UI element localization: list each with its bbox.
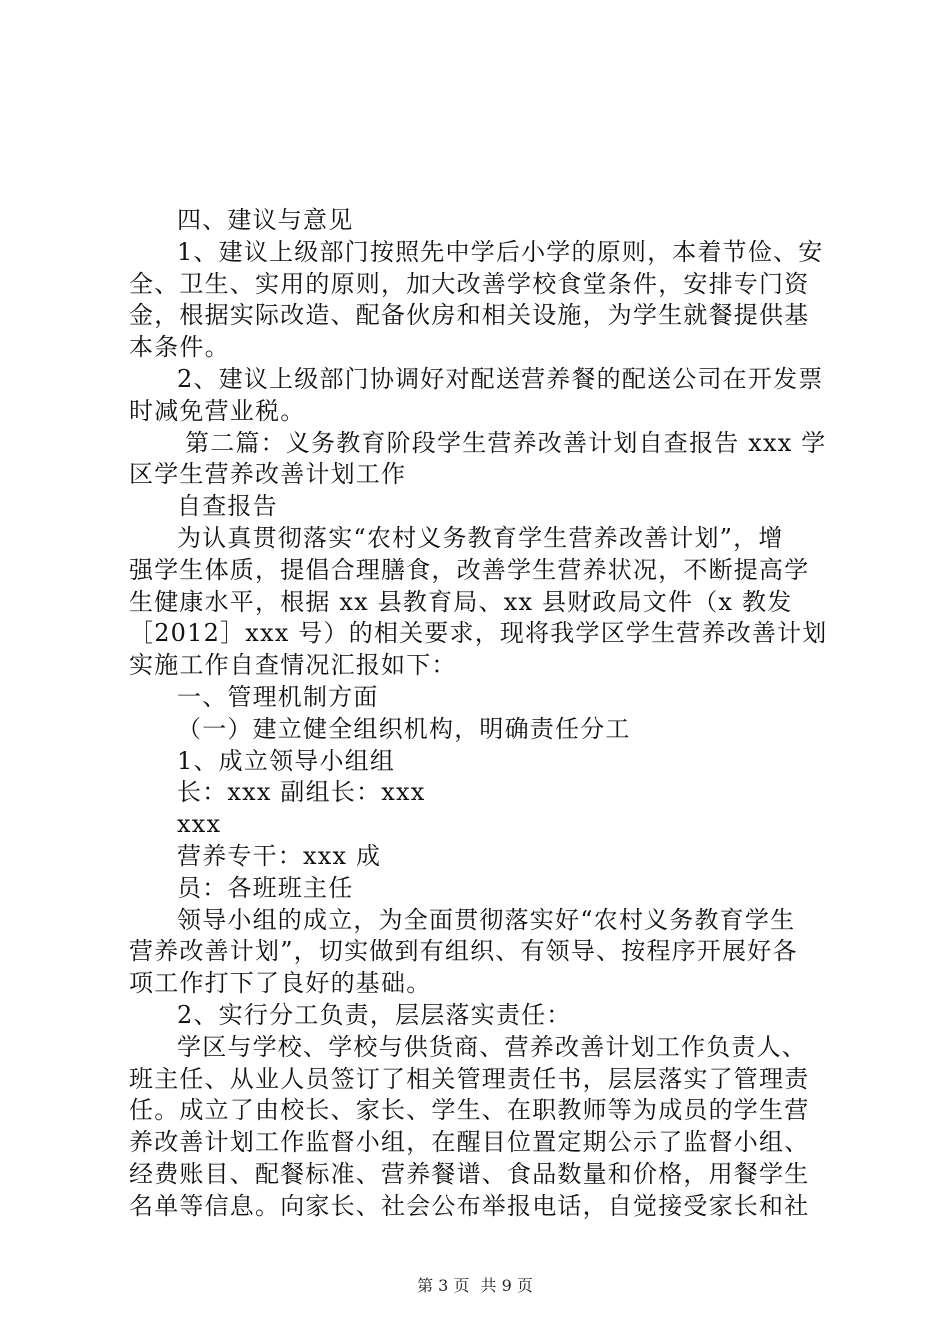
paragraph-line: ［2012］xxx 号）的相关要求，现将我学区学生营养改善计划 [129,619,828,648]
chapter-title: 区学生营养改善计划工作 [129,460,407,489]
report-title: 自查报告 [177,492,278,521]
paragraph-line: 项工作打下了良好的基础。 [129,969,432,998]
paragraph-line: 营养改善计划”，切实做到有组织、有领导、按程序开展好各 [129,937,798,966]
paragraph-line: 名单等信息。向家长、社会公布举报电话，自觉接受家长和社 [129,1191,810,1220]
paragraph-line: 为认真贯彻落实“农村义务教育学生营养改善计划”，增 [177,523,784,552]
paragraph-line: xxx [177,810,222,839]
paragraph-line: 时减免营业税。 [129,396,306,425]
paragraph-line: 经费账目、配餐标准、营养餐谱、食品数量和价格，用餐学生 [129,1159,810,1188]
paragraph-line: 1、成立领导小组组 [177,746,396,775]
paragraph-line: 实施工作自查情况汇报如下： [129,651,457,680]
paragraph-line: 学区与学校、学校与供货商、营养改善计划工作负责人、 [177,1032,807,1061]
section-heading: 四、建议与意见 [177,206,354,234]
paragraph-line: 2、建议上级部门协调好对配送营养餐的配送公司在开发票 [177,364,824,393]
paragraph-line: 生健康水平，根据 xx 县教育局、xx 县财政局文件（x 教发 [129,587,793,616]
paragraph-line: 本条件。 [129,333,230,362]
paragraph-line: 强学生体质，提倡合理膳食，改善学生营养状况，不断提高学 [129,555,810,584]
paragraph-line: 领导小组的成立，为全面贯彻落实好“农村义务教育学生 [177,905,796,934]
subsection-heading: （一）建立健全组织机构，明确责任分工 [177,714,631,743]
paragraph-line: 1、建议上级部门按照先中学后小学的原则，本着节俭、安 [177,237,824,266]
paragraph-line: 全、卫生、实用的原则，加大改善学校食堂条件，安排专门资 [129,269,810,298]
paragraph-line: 长：xxx 副组长：xxx [177,778,426,807]
page-footer [0,1276,950,1296]
paragraph-line: 员：各班班主任 [177,873,354,902]
section-heading: 一、管理机制方面 [177,682,379,711]
paragraph-line: 任。成立了由校长、家长、学生、在职教师等为成员的学生营 [129,1096,810,1125]
paragraph-line: 金，根据实际改造、配备伙房和相关设施，为学生就餐提供基 [129,301,810,330]
paragraph-line: 养改善计划工作监督小组，在醒目位置定期公示了监督小组、 [129,1128,810,1157]
page-number: 第 3 页 [417,1276,470,1295]
document-body [129,205,829,1223]
paragraph-line: 营养专干：xxx 成 [177,841,382,870]
paragraph-line: 2、实行分工负责，层层落实责任： [177,1000,572,1029]
chapter-title: 第二篇：义务教育阶段学生营养改善计划自查报告 xxx 学 [185,428,827,457]
paragraph-line: 班主任、从业人员签订了相关管理责任书，层层落实了管理责 [129,1064,810,1093]
page-total: 共 9 页 [480,1276,533,1295]
